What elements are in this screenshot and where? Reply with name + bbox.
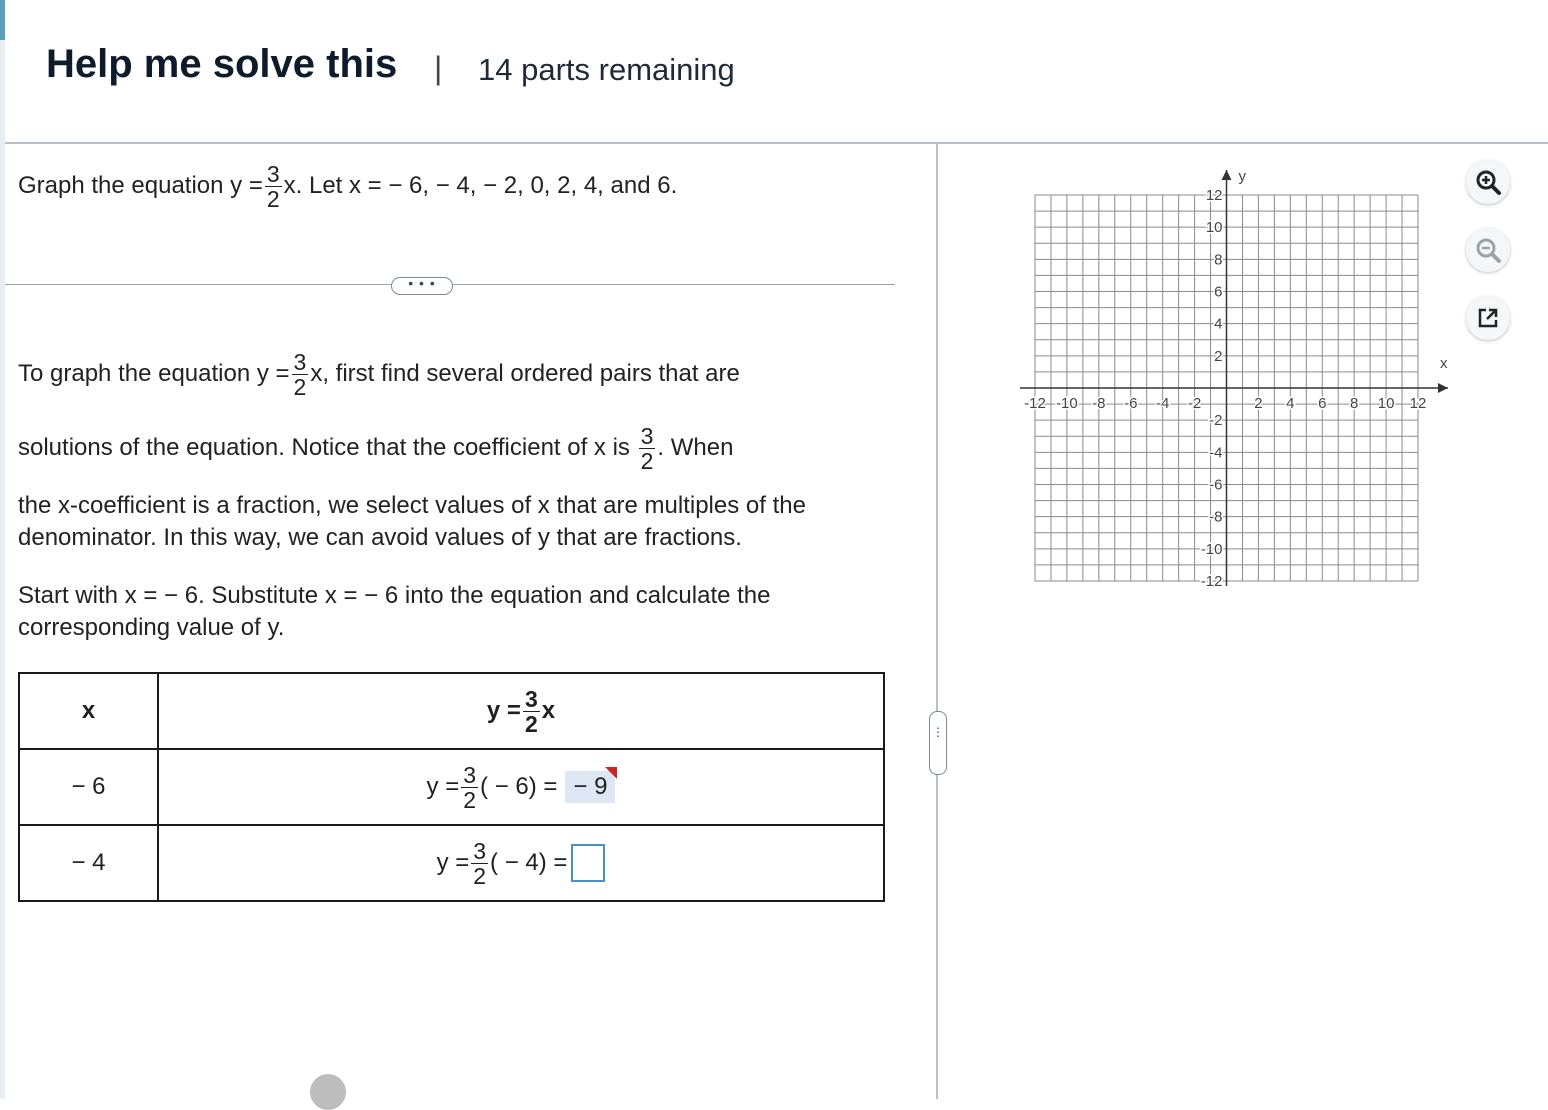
- work-table: [18, 672, 885, 902]
- more-options-button[interactable]: • • •: [391, 277, 453, 295]
- equation-suffix: x: [541, 697, 556, 724]
- x-tick-label: -10: [1056, 395, 1078, 412]
- explanation-line-5: Start with x = − 6. Substitute x = − 6 into the equation and calculate the: [18, 582, 771, 609]
- y-tick-label: 10: [1205, 219, 1223, 237]
- y-tick-label: 4: [1214, 315, 1223, 333]
- y-tick-label: -6: [1209, 476, 1223, 494]
- row-equation: [158, 825, 884, 901]
- fraction-denominator: 2: [266, 186, 280, 212]
- fraction-numerator: 3: [473, 837, 487, 864]
- equation-suffix: ( − 6) =: [480, 773, 558, 800]
- equation-suffix: ( − 4) =: [490, 849, 568, 876]
- zoom-in-button[interactable]: [1466, 160, 1510, 204]
- y-tick-label: -12: [1200, 573, 1223, 590]
- equation-prefix: y =: [436, 849, 470, 876]
- popout-icon: [1474, 304, 1502, 332]
- explanation-line-6: corresponding value of y.: [18, 614, 285, 641]
- explanation-text: x, first find several ordered pairs that are: [310, 359, 740, 387]
- y-tick-label: 8: [1214, 251, 1223, 269]
- y-tick-label: -2: [1209, 412, 1223, 430]
- row-x-value: − 4: [19, 825, 158, 901]
- equation-fraction: [461, 763, 478, 812]
- x-tick-label: 2: [1254, 395, 1263, 412]
- y-tick-label: 6: [1214, 283, 1223, 301]
- table-header-row: [19, 673, 884, 749]
- fraction-denominator: 2: [473, 862, 487, 889]
- fraction-numerator: 3: [524, 685, 538, 712]
- zoom-in-icon: [1473, 167, 1503, 197]
- y-tick-label: 12: [1205, 187, 1223, 204]
- problem-suffix: x. Let x = − 6, − 4, − 2, 0, 2, 4, and 6.: [283, 171, 678, 199]
- answer-field-filled[interactable]: − 9: [565, 771, 615, 803]
- panel-divider: [936, 143, 938, 1099]
- problem-prefix: Graph the equation y =: [18, 171, 263, 199]
- equation-prefix: y =: [426, 773, 460, 800]
- fraction-numerator: 3: [266, 161, 280, 187]
- y-axis-arrow: [1222, 170, 1232, 180]
- explanation-text: To graph the equation y =: [18, 359, 290, 387]
- axes: [1020, 168, 1448, 586]
- scroll-indicator[interactable]: [310, 1074, 346, 1110]
- panel-resize-handle[interactable]: [929, 711, 947, 775]
- y-tick-label: 2: [1214, 347, 1223, 365]
- x-tick-label: -4: [1155, 395, 1170, 412]
- popout-button[interactable]: [1466, 296, 1510, 340]
- header-equation: [158, 673, 884, 749]
- parts-remaining: 14 parts remaining: [478, 52, 735, 87]
- fraction-numerator: 3: [640, 423, 654, 449]
- problem-fraction: [265, 162, 282, 211]
- fraction-numerator: 3: [463, 761, 477, 788]
- row-equation: [158, 749, 884, 825]
- explanation-text: solutions of the equation. Notice that the coefficient of x is: [18, 433, 630, 461]
- explanation-line-2: [18, 424, 733, 473]
- zoom-out-icon: [1473, 235, 1503, 265]
- y-tick-label: -10: [1200, 540, 1223, 558]
- coordinate-grid[interactable]: [1010, 160, 1460, 600]
- fraction-denominator: 2: [524, 710, 538, 737]
- title-separator: |: [434, 50, 443, 86]
- explanation-text: . When: [657, 433, 734, 461]
- explanation-line-4: denominator. In this way, we can avoid values of y that are fractions.: [18, 524, 742, 551]
- x-tick-label: -6: [1124, 395, 1138, 412]
- x-axis-arrow: [1438, 383, 1448, 393]
- zoom-out-button[interactable]: [1466, 228, 1510, 272]
- x-tick-label: 8: [1349, 395, 1359, 412]
- problem-statement: [18, 162, 677, 211]
- equation-fraction: [471, 839, 488, 888]
- header-x: x: [19, 673, 158, 749]
- x-tick-label: 12: [1409, 395, 1427, 412]
- x-tick-label: 4: [1286, 395, 1295, 412]
- equation-fraction: [523, 687, 540, 736]
- x-tick-label: -2: [1187, 395, 1202, 412]
- explanation-line-3: the x-coefficient is a fraction, we select values of x that are multiples of the: [18, 492, 806, 519]
- y-tick-label: -4: [1209, 444, 1223, 462]
- equation-prefix: y =: [486, 697, 521, 724]
- answer-input[interactable]: [571, 844, 605, 882]
- y-tick-label: -8: [1209, 508, 1223, 526]
- handle-glyph: ⋮: [932, 725, 944, 739]
- page-title: Help me solve this: [46, 42, 398, 86]
- explanation-line-1: [18, 350, 740, 399]
- table-row: [19, 749, 884, 825]
- row-x-value: − 6: [19, 749, 158, 825]
- table-row: [19, 825, 884, 901]
- fraction-denominator: 2: [463, 786, 477, 813]
- x-tick-label: 10: [1377, 395, 1395, 412]
- fraction-denominator: 2: [640, 448, 654, 474]
- x-tick-label: -8: [1092, 395, 1106, 412]
- x-tick-label: 6: [1318, 395, 1327, 412]
- explanation-fraction: [292, 350, 309, 399]
- fraction-denominator: 2: [293, 374, 307, 400]
- left-accent-bar: [0, 0, 5, 1099]
- explanation-fraction: [639, 424, 656, 473]
- fraction-numerator: 3: [293, 349, 307, 375]
- x-tick-label: -12: [1024, 395, 1046, 412]
- y-axis-label: y: [1238, 168, 1246, 185]
- x-axis-label: x: [1440, 355, 1448, 372]
